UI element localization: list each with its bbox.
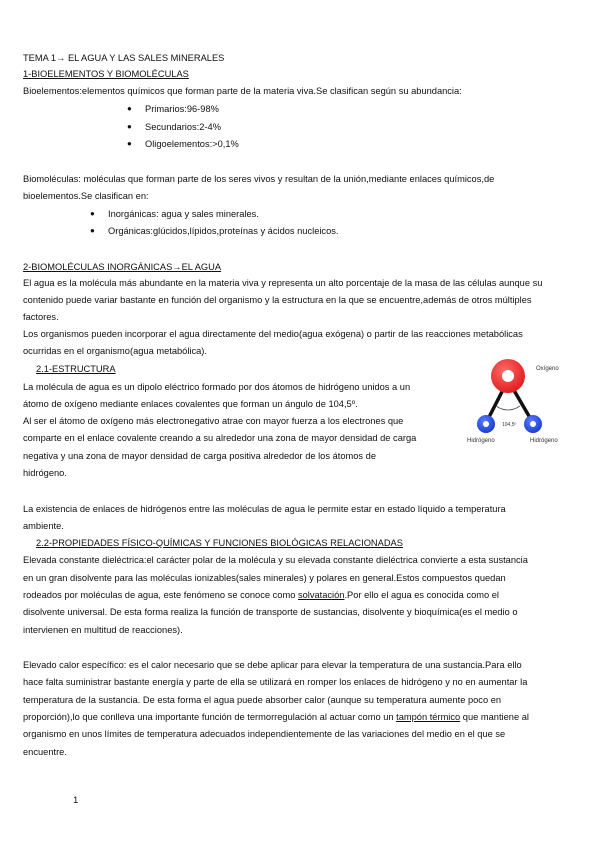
paragraph-line: ambiente.: [23, 521, 64, 531]
paragraph-line: hace falta suministrar bastante energía y parte de ella se utilizará en romper los enlaces de hidrógeno y no en aumentar la: [23, 677, 528, 687]
section-1-heading: 1-BIOELEMENTOS Y BIOMOLÉCULAS: [23, 69, 189, 79]
paragraph-line: La existencia de enlaces de hidrógenos entre las moléculas de agua le permite estar en estado líquido a temperatura: [23, 504, 506, 514]
paragraph-line: comparte en el enlace covalente creando a su alrededor una zona de mayor densidad de carga: [23, 433, 417, 443]
section-2-heading: 2-BIOMOLÉCULAS INORGÁNICAS→EL AGUA: [23, 262, 222, 272]
hydrogen-label: Hidrógeno: [530, 438, 558, 444]
doc-title: TEMA 1→ EL AGUA Y LAS SALES MINERALES: [23, 53, 225, 63]
paragraph-line: temperatura de la sustancia. De esta forma el agua puede absorber calor (aunque su temperatura aumente poco en: [23, 695, 502, 705]
biomoleculas-definition-cont: bioelementos.Se clasifican en:: [23, 191, 149, 201]
solvatacion-term: solvatación: [297, 590, 345, 600]
paragraph-line: rodeados por moléculas de agua, este fenómeno se conoce como solvatación.Por ello el agua es conocida como el: [23, 590, 499, 600]
paragraph-line: en un gran disolvente para las moléculas ionizables(sales minerales) y polares en general.Estos compuestos quedan: [23, 573, 506, 583]
paragraph-line: negativa y una zona de mayor densidad de carga positiva alrededor de los átomos de: [23, 451, 376, 461]
paragraph-line: disolvente universal. De esta forma realiza la función de transporte de sustancias, disolvente y bioquímica(es el medio o: [23, 607, 518, 617]
paragraph-line: La molécula de agua es un dipolo eléctrico formado por dos átomos de hidrógeno unidos a un: [23, 382, 411, 392]
bond-angle-arc: [496, 406, 520, 410]
list-item: ● Oligoelementos:>0,1%: [127, 139, 239, 149]
list-item: ● Primarios:96-98%: [127, 104, 219, 114]
paragraph-line: encuentre.: [23, 747, 67, 757]
biomoleculas-definition: Biomoléculas: moléculas que forman parte de los seres vivos y resultan de la unión,mediante enlaces químicos,de: [23, 174, 495, 184]
paragraph-line: átomo de oxígeno mediante enlaces covalentes que forman un ángulo de 104,5º.: [23, 399, 358, 409]
subsection-2-2-heading: 2.2-PROPIEDADES FÍSICO-QUÍMICAS Y FUNCIONES BIOLÓGICAS RELACIONADAS: [36, 538, 403, 548]
page-number: 1: [73, 795, 79, 806]
paragraph-line: Los organismos pueden incorporar el agua directamente del medio(agua exógena) o partir de las reacciones metabólicas: [23, 329, 523, 339]
subsection-2-1-heading: 2.1-ESTRUCTURA: [36, 364, 116, 374]
oxygen-label: Oxígeno: [536, 366, 559, 372]
paragraph-line: Al ser el átomo de oxígeno más electronegativo atrae con mayor fuerza a los electrones que: [23, 416, 404, 426]
bioelementos-definition: Bioelementos:elementos químicos que forman parte de la materia viva.Se clasifican según su abundancia:: [23, 86, 462, 96]
angle-label: 104,5º: [502, 422, 517, 428]
water-molecule-diagram: [462, 352, 592, 448]
list-item: ● Secundarios:2-4%: [127, 122, 221, 132]
paragraph-line: ocurridas en el organismo(agua metabólica).: [23, 346, 207, 356]
paragraph-line: organismo en unos límites de temperatura adecuados independientemente de las variaciones del medio en el que se: [23, 729, 506, 739]
paragraph-line: intervienen en multitud de reacciones).: [23, 625, 183, 635]
list-item: ● Orgánicas:glúcidos,lípidos,proteínas y ácidos nucleicos.: [90, 226, 339, 236]
paragraph-line: proporción),lo que conlleva una importante función de termorregulación al actuar como un tampón térmico que mantiene al: [23, 712, 529, 722]
paragraph-line: factores.: [23, 312, 59, 322]
list-item: ● Inorgánicas: agua y sales minerales.: [90, 209, 259, 219]
paragraph-line: contenido puede variar bastante en función del organismo y la estructura en la que se encuentre,además de otros múltiples: [23, 295, 532, 305]
tampon-termico-term: tampón térmico: [396, 712, 461, 722]
paragraph-line: hidrógeno.: [23, 468, 67, 478]
paragraph-line: Elevada constante dieléctrica:el carácter polar de la molécula y su elevada constante dieléctrica convierte a esta sustancia: [23, 555, 528, 565]
hydrogen-label: Hidrógeno: [467, 438, 495, 444]
paragraph-line: Elevado calor específico: es el calor necesario que se debe aplicar para elevar la temperatura de una sustancia.Para ello: [23, 660, 522, 670]
paragraph-line: El agua es la molécula más abundante en la materia viva y representa un alto porcentaje de la masa de las células aunque su: [23, 278, 543, 288]
